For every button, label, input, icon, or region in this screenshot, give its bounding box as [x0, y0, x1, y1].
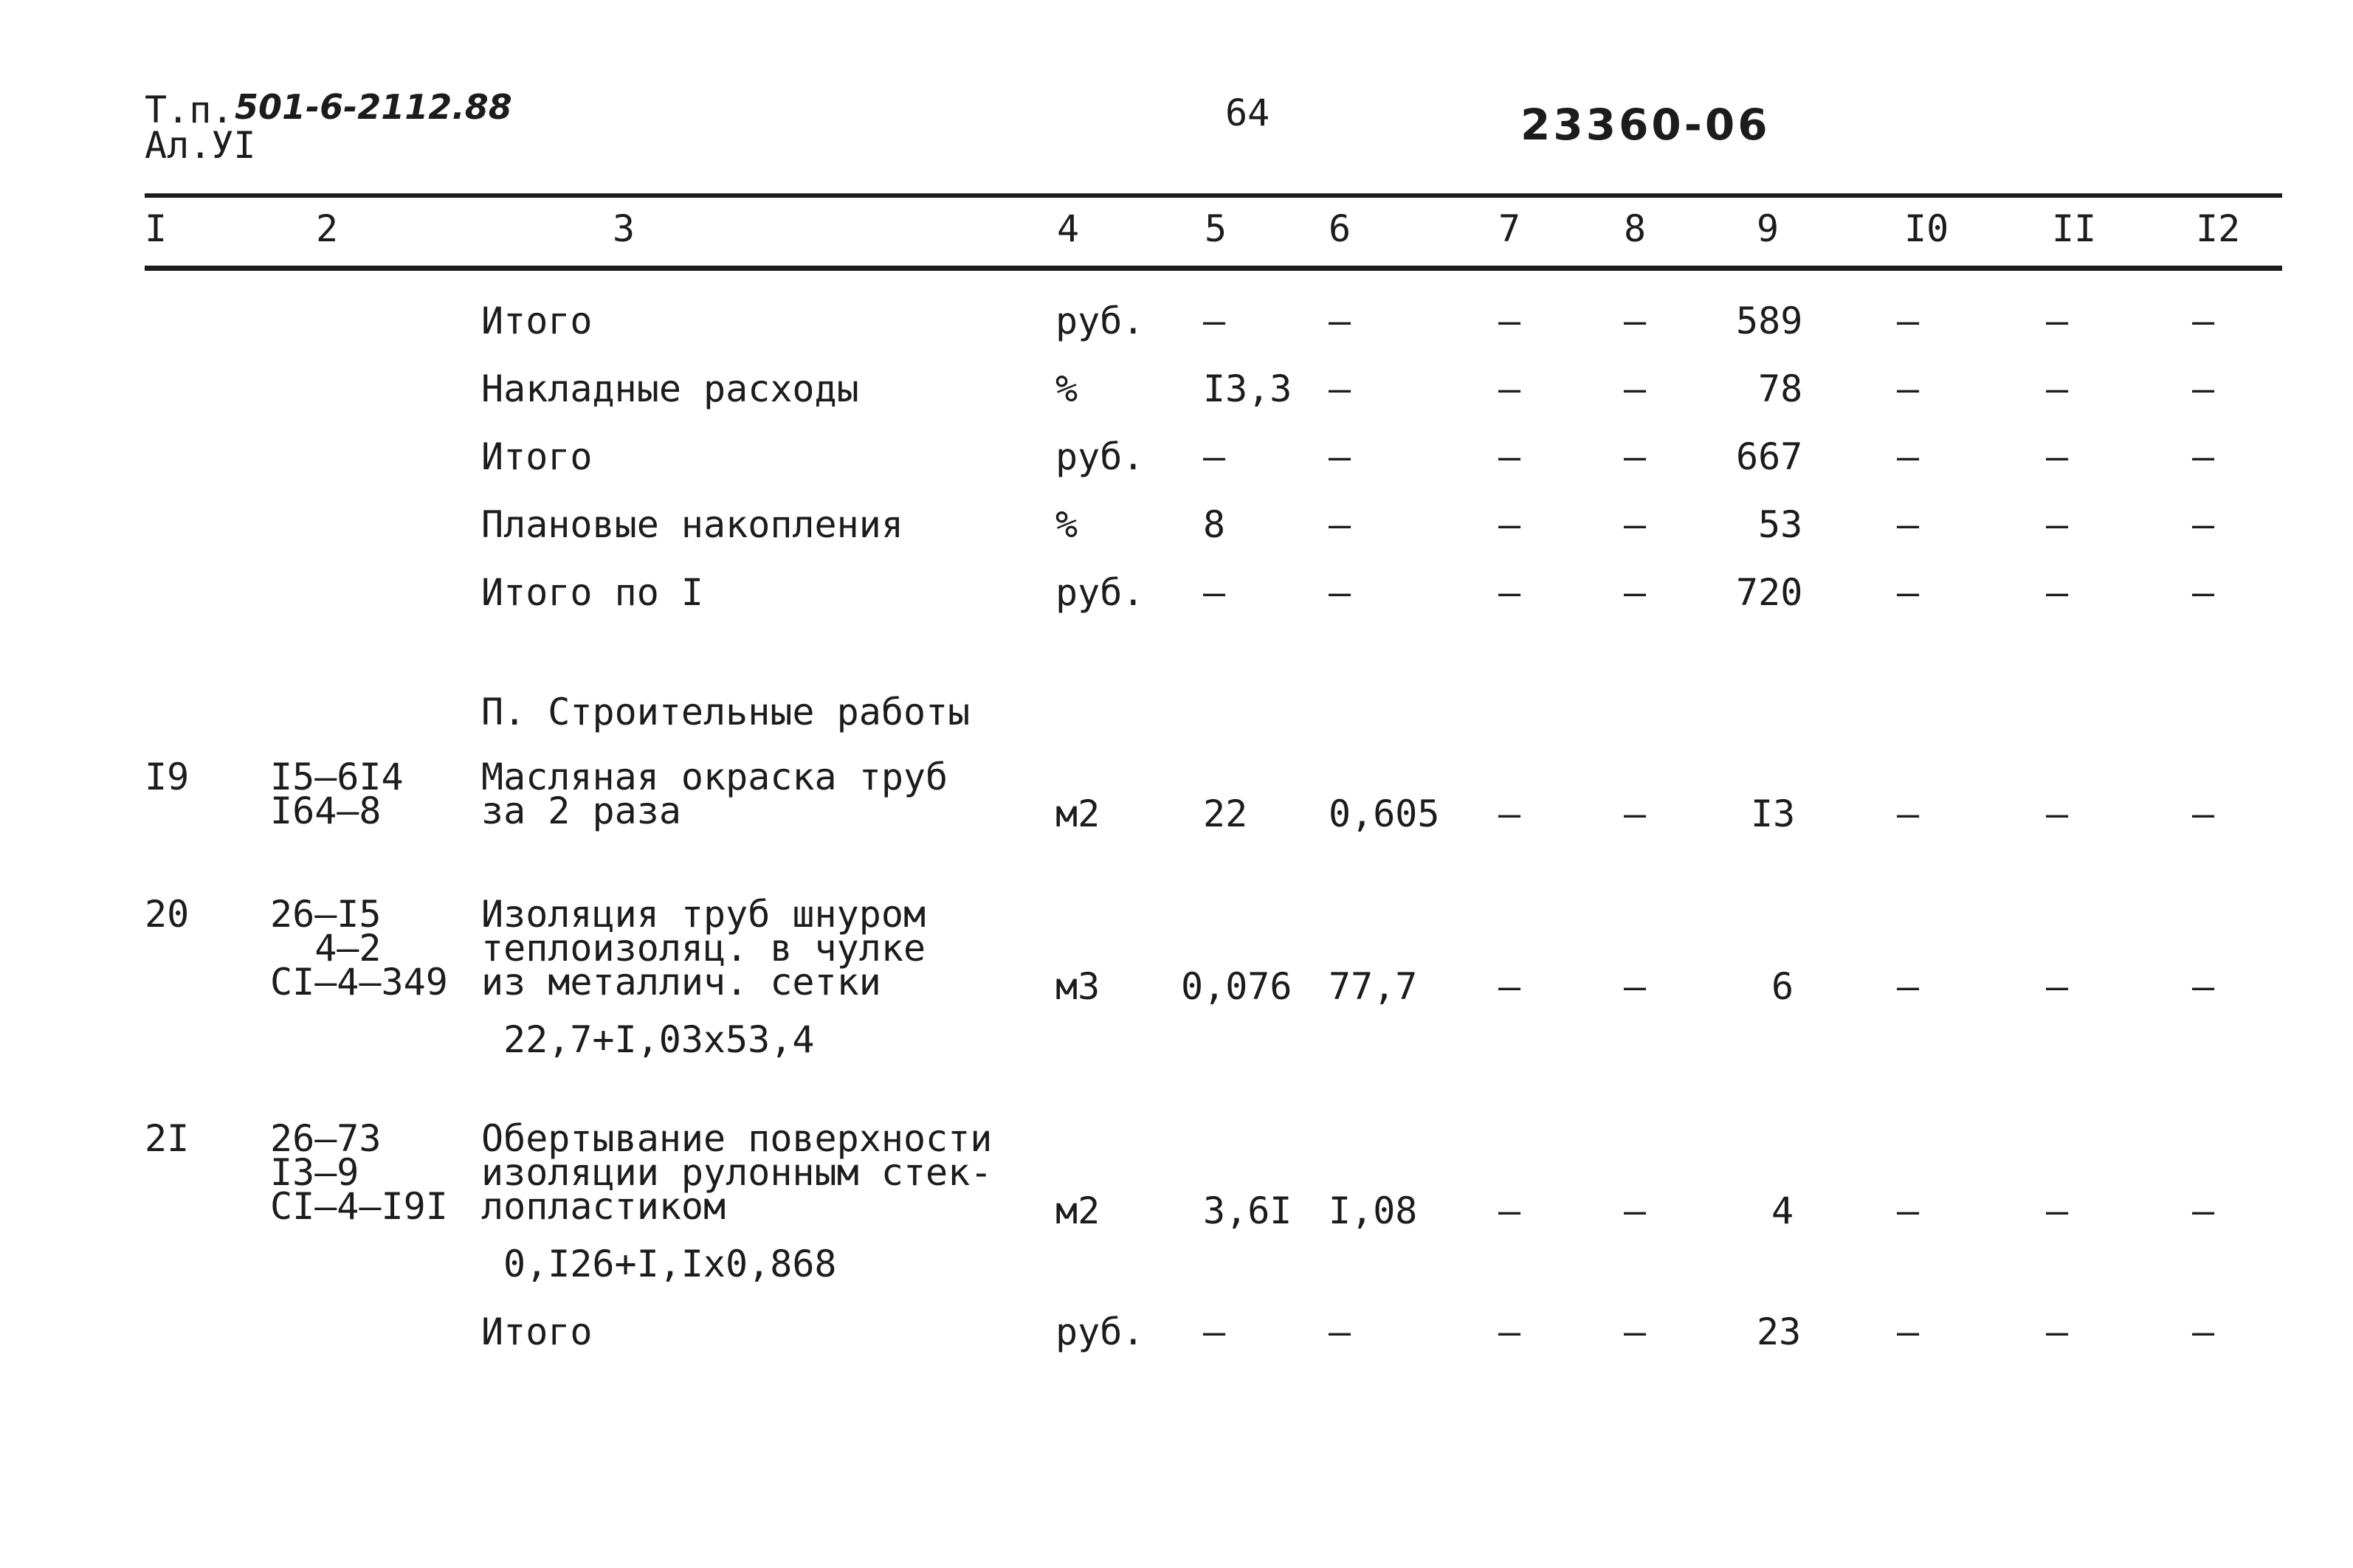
- cell-col9: 720: [1736, 571, 1803, 614]
- col-header-10: I0: [1904, 207, 1949, 250]
- cell-col5: –: [1203, 435, 1226, 478]
- row-name: Итого: [481, 300, 593, 342]
- cell-col5: –: [1203, 571, 1226, 614]
- cell-col12: –: [2192, 792, 2215, 835]
- col-header-9: 9: [1757, 207, 1780, 250]
- cell-col9: 78: [1758, 367, 1803, 410]
- cell-col10: –: [1897, 792, 1920, 835]
- cell-col7: –: [1498, 571, 1521, 614]
- table-row: [0, 893, 2353, 1074]
- row-unit: руб.: [1055, 571, 1145, 614]
- table-header-rule: [145, 266, 2282, 271]
- row-name: Итого: [481, 1310, 593, 1353]
- col-header-3: 3: [613, 207, 635, 250]
- album-label: Ал.УI: [145, 124, 256, 167]
- cell-col9: 23: [1757, 1310, 1802, 1353]
- row-name: Плановые накопления: [481, 503, 903, 546]
- cell-col12: –: [2192, 965, 2215, 1008]
- cell-col8: –: [1624, 1310, 1647, 1353]
- cell-col5: 3,6I: [1203, 1189, 1292, 1232]
- item-code: 26–73 I3–9 CI–4–I9I: [270, 1117, 448, 1228]
- cell-col5: –: [1203, 1310, 1226, 1353]
- col-header-1: I: [145, 207, 168, 250]
- col-header-2: 2: [316, 207, 339, 250]
- cell-col9: 4: [1771, 1189, 1794, 1232]
- cell-col9: 667: [1736, 435, 1803, 478]
- row-name: Накладные расходы: [481, 367, 859, 410]
- cell-col8: –: [1624, 503, 1647, 546]
- item-unit: м2: [1055, 792, 1100, 835]
- cell-col7: –: [1498, 1310, 1521, 1353]
- cell-col9: 53: [1758, 503, 1803, 546]
- cell-col12: –: [2192, 435, 2215, 478]
- cell-col5: I3,3: [1203, 367, 1292, 410]
- cell-col7: –: [1498, 300, 1521, 342]
- cell-col8: –: [1624, 571, 1647, 614]
- total-row: [0, 1310, 2353, 1358]
- cell-col6: –: [1329, 1310, 1351, 1353]
- cell-col11: –: [2046, 367, 2069, 410]
- cell-col8: –: [1624, 792, 1647, 835]
- cell-col7: –: [1498, 792, 1521, 835]
- cell-col9: 589: [1736, 300, 1803, 342]
- item-number: I9: [145, 756, 190, 798]
- cell-col12: –: [2192, 1189, 2215, 1232]
- cell-col11: –: [2046, 503, 2069, 546]
- cell-col7: –: [1498, 1189, 1521, 1232]
- cell-col11: –: [2046, 1310, 2069, 1353]
- cell-col10: –: [1897, 1189, 1920, 1232]
- cell-col12: –: [2192, 503, 2215, 546]
- cell-col11: –: [2046, 300, 2069, 342]
- cell-col7: –: [1498, 367, 1521, 410]
- cell-col9: I3: [1751, 792, 1796, 835]
- doc-prefix: Т.п.: [145, 89, 234, 131]
- cell-col10: –: [1897, 367, 1920, 410]
- cell-col11: –: [2046, 1189, 2069, 1232]
- cell-col7: –: [1498, 965, 1521, 1008]
- col-header-12: I2: [2196, 207, 2241, 250]
- row-unit: руб.: [1055, 300, 1145, 342]
- item-formula: 0,I26+I,Iх0,868: [503, 1243, 837, 1285]
- cell-col6: 0,605: [1329, 792, 1440, 835]
- cell-col8: –: [1624, 965, 1647, 1008]
- item-code: 26–I5 4–2 CI–4–349: [270, 893, 448, 1004]
- page-number: 64: [1225, 91, 1270, 134]
- cell-col7: –: [1498, 435, 1521, 478]
- row-unit: %: [1055, 503, 1078, 546]
- cell-col9: 6: [1771, 965, 1794, 1008]
- cell-col11: –: [2046, 792, 2069, 835]
- row-unit: руб.: [1055, 1310, 1145, 1353]
- item-unit: м2: [1055, 1189, 1100, 1232]
- row-unit: %: [1055, 367, 1078, 410]
- item-code: I5–6I4 I64–8: [270, 756, 404, 832]
- cell-col10: –: [1897, 965, 1920, 1008]
- item-formula: 22,7+I,03х53,4: [503, 1018, 815, 1061]
- cell-col6: 77,7: [1329, 965, 1418, 1008]
- row-name: Итого по I: [481, 571, 704, 614]
- col-header-5: 5: [1205, 207, 1227, 250]
- cell-col11: –: [2046, 965, 2069, 1008]
- item-number: 2I: [145, 1117, 190, 1160]
- item-name: Обертывание поверхности изоляции рулонным стек- лопластиком: [481, 1117, 993, 1228]
- row-unit: руб.: [1055, 435, 1145, 478]
- cell-col8: –: [1624, 435, 1647, 478]
- doc-number: 501-6-2112.88: [235, 87, 512, 127]
- cell-col8: –: [1624, 300, 1647, 342]
- item-number: 20: [145, 893, 190, 936]
- summary-row: [0, 300, 2353, 347]
- cell-col5: 22: [1203, 792, 1248, 835]
- cell-col12: –: [2192, 300, 2215, 342]
- cell-col10: –: [1897, 1310, 1920, 1353]
- item-name: Изоляция труб шнуром теплоизоляц. в чулке из металлич. сетки: [481, 893, 926, 1004]
- col-header-8: 8: [1624, 207, 1647, 250]
- cell-col6: –: [1329, 435, 1351, 478]
- cell-col11: –: [2046, 435, 2069, 478]
- table-row: [0, 1117, 2353, 1299]
- cell-col10: –: [1897, 300, 1920, 342]
- cell-col10: –: [1897, 571, 1920, 614]
- table-row: [0, 756, 2353, 863]
- cell-col6: –: [1329, 300, 1351, 342]
- cell-col6: –: [1329, 367, 1351, 410]
- col-header-11: II: [2052, 207, 2097, 250]
- table-top-rule: [145, 193, 2282, 198]
- cell-col11: –: [2046, 571, 2069, 614]
- cell-col8: –: [1624, 367, 1647, 410]
- cell-col10: –: [1897, 503, 1920, 546]
- cell-col8: –: [1624, 1189, 1647, 1232]
- cell-col12: –: [2192, 367, 2215, 410]
- item-name: Масляная окраска труб за 2 раза: [481, 756, 948, 832]
- stamp-code: 23360-06: [1520, 100, 1771, 150]
- item-unit: м3: [1055, 965, 1100, 1008]
- col-header-4: 4: [1057, 207, 1080, 250]
- col-header-6: 6: [1329, 207, 1351, 250]
- cell-col6: I,08: [1329, 1189, 1418, 1232]
- cell-col12: –: [2192, 1310, 2215, 1353]
- section-title: П. Строительные работы: [481, 691, 971, 733]
- summary-row: [0, 571, 2353, 618]
- summary-row: [0, 503, 2353, 550]
- col-header-7: 7: [1498, 207, 1521, 250]
- summary-row: [0, 367, 2353, 415]
- cell-col6: –: [1329, 571, 1351, 614]
- cell-col5: –: [1203, 300, 1226, 342]
- cell-col12: –: [2192, 571, 2215, 614]
- cell-col7: –: [1498, 503, 1521, 546]
- cell-col6: –: [1329, 503, 1351, 546]
- summary-row: [0, 435, 2353, 483]
- cell-col5: 8: [1203, 503, 1226, 546]
- cell-col10: –: [1897, 435, 1920, 478]
- row-name: Итого: [481, 435, 593, 478]
- cell-col5: 0,076: [1181, 965, 1292, 1008]
